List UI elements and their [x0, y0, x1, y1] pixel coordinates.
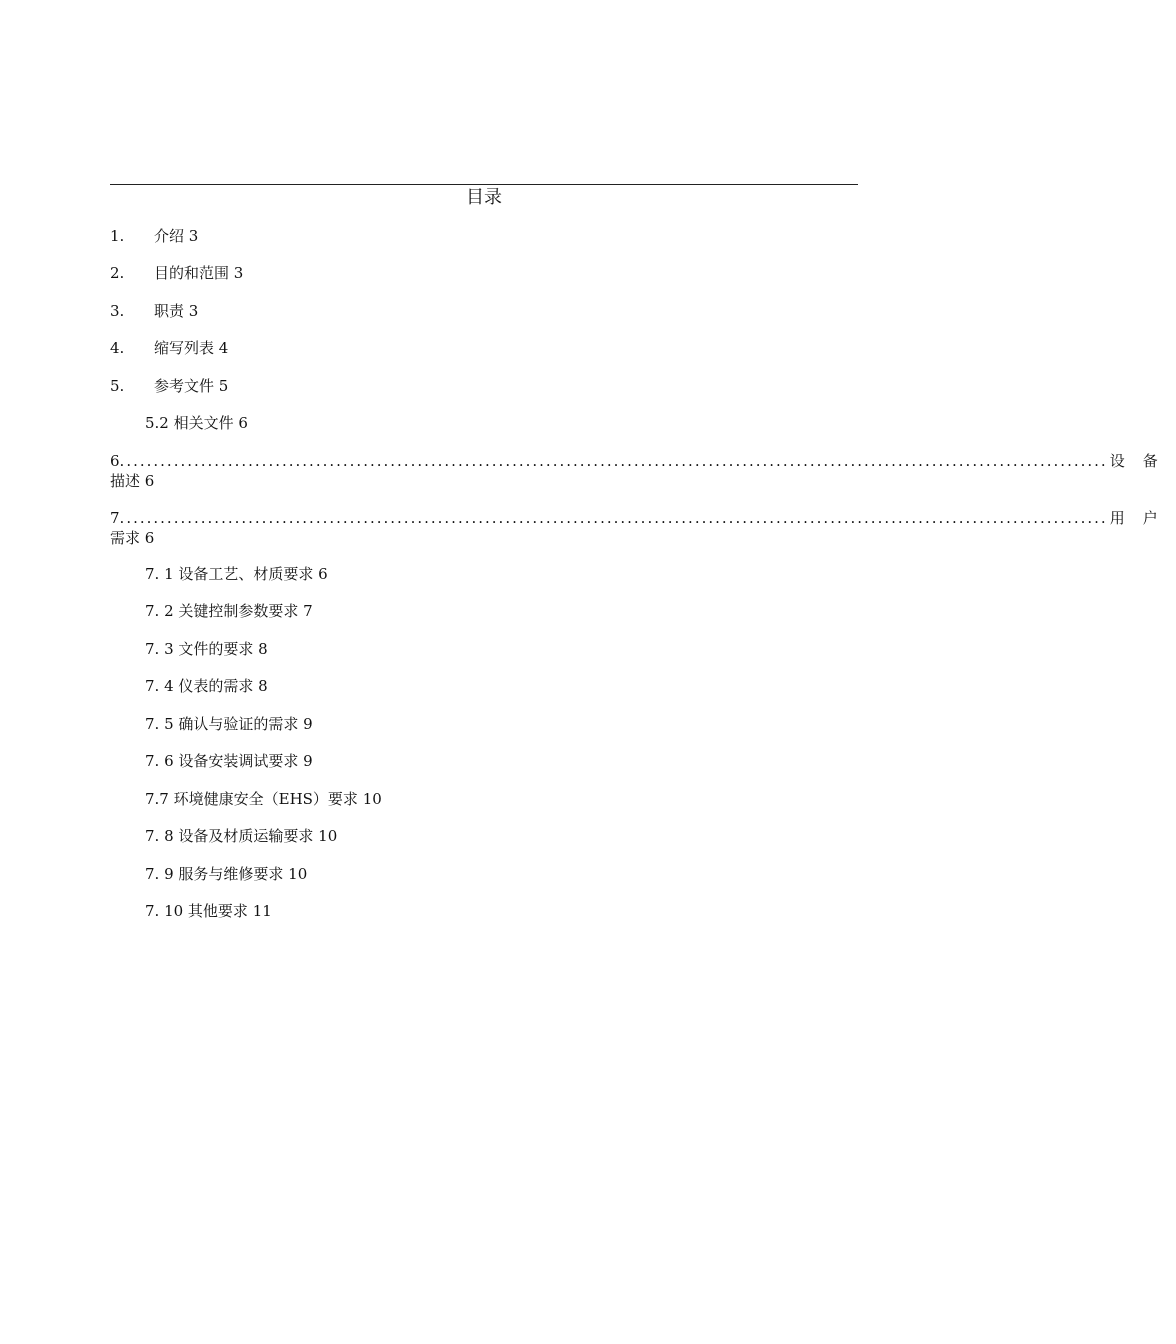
- toc-entry-7-6[interactable]: 7. 6 设备安装调试要求 9: [145, 752, 313, 770]
- toc-entry-number: 1.: [110, 227, 125, 245]
- toc-entry-label: 职责 3: [154, 302, 199, 320]
- toc-entry-label-cont: 描述 6: [110, 472, 155, 490]
- toc-entry-number: 7.: [110, 509, 125, 527]
- toc-entry-number: 4.: [110, 339, 125, 357]
- toc-entry-2[interactable]: [110, 263, 243, 283]
- header-rule: [110, 184, 858, 185]
- toc-title: 目录: [466, 187, 502, 208]
- toc-entry-1[interactable]: [110, 226, 198, 246]
- toc-entry-7-8[interactable]: 7. 8 设备及材质运输要求 10: [145, 827, 338, 845]
- toc-entry-7-7[interactable]: 7.7 环境健康安全（EHS）要求 10: [145, 790, 382, 808]
- toc-entry-7-9[interactable]: 7. 9 服务与维修要求 10: [145, 865, 308, 883]
- toc-entry-7[interactable]: [110, 508, 1176, 548]
- dot-leader: .................................................................................................................................................: [126, 452, 1108, 470]
- toc-entry-label-start: 用户: [1109, 509, 1176, 527]
- toc-entry-7-10[interactable]: 7. 10 其他要求 11: [145, 902, 272, 920]
- toc-entry-5[interactable]: [110, 376, 228, 396]
- toc-entry-7-4[interactable]: 7. 4 仪表的需求 8: [145, 677, 268, 695]
- toc-entry-number: 5.: [110, 377, 125, 395]
- toc-entry-7-2[interactable]: 7. 2 关键控制参数要求 7: [145, 602, 313, 620]
- toc-entry-label-cont: 需求 6: [110, 529, 155, 547]
- dot-leader: .................................................................................................................................................: [126, 509, 1108, 527]
- toc-entry-label: 参考文件 5: [154, 377, 229, 395]
- toc-entry-4[interactable]: [110, 338, 228, 358]
- toc-entry-label-start: 设备: [1109, 452, 1176, 470]
- toc-entry-5-2[interactable]: 5.2 相关文件 6: [145, 414, 248, 432]
- toc-entry-label: 目的和范围 3: [154, 264, 244, 282]
- toc-entry-3[interactable]: [110, 301, 198, 321]
- toc-entry-7-3[interactable]: 7. 3 文件的要求 8: [145, 640, 268, 658]
- toc-entry-number: 6.: [110, 452, 125, 470]
- toc-entry-label: 缩写列表 4: [154, 339, 229, 357]
- toc-entry-label: 介绍 3: [154, 227, 199, 245]
- toc-entry-number: 2.: [110, 264, 125, 282]
- toc-entry-7-5[interactable]: 7. 5 确认与验证的需求 9: [145, 715, 313, 733]
- toc-entry-6[interactable]: [110, 451, 1176, 491]
- toc-entry-7-1[interactable]: 7. 1 设备工艺、材质要求 6: [145, 565, 328, 583]
- toc-entry-number: 3.: [110, 302, 125, 320]
